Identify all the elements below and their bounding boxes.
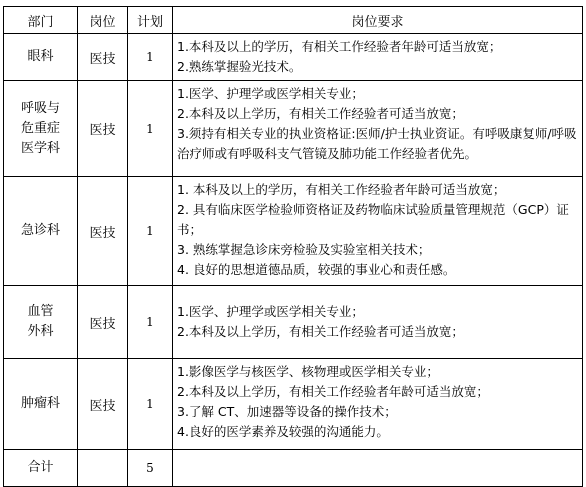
position-cell: 医技: [78, 81, 128, 177]
department-cell: [4, 81, 78, 177]
position-cell: 医技: [78, 359, 128, 450]
department-name: 医学科: [20, 140, 60, 156]
plan-cell: 1: [128, 359, 173, 450]
position-cell: 医技: [78, 34, 128, 81]
requirement-item: 1.医学、护理学或医学相关专业；: [177, 304, 364, 319]
requirement-item: 2.本科及以上学历，有相关工作经验者可适当放宽；: [177, 106, 464, 121]
department-cell: [4, 177, 78, 286]
department-cell: [4, 34, 78, 81]
header-department: 部门: [4, 7, 78, 34]
plan-cell: 1: [128, 81, 173, 177]
requirement-item: 1. 本科及以上的学历，有相关工作经验者年龄可适当放宽；: [177, 182, 506, 197]
header-plan: 计划: [128, 7, 173, 34]
requirement-item: 4.良好的医学素养及较强的沟通能力。: [177, 424, 389, 439]
requirement-item: 2. 具有临床医学检验师资格证及药物临床试验质量管理规范（GCP）证书；: [177, 202, 569, 237]
department-name: 肿瘤科: [20, 396, 60, 411]
position-cell: 医技: [78, 177, 128, 286]
plan-cell: 1: [128, 34, 173, 81]
table-row: [4, 81, 583, 177]
table-row: [4, 359, 583, 450]
total-row: [4, 450, 583, 487]
total-label: 合计: [4, 450, 78, 487]
table-row: [4, 286, 583, 359]
requirements-cell: [173, 359, 583, 450]
plan-cell: 1: [128, 286, 173, 359]
requirement-item: 2.本科及以上学历，有相关工作经验者可适当放宽；: [177, 324, 464, 339]
requirement-item: 1.影像医学与核医学、核物理或医学相关专业；: [177, 364, 439, 379]
header-requirements: 岗位要求: [173, 7, 583, 34]
requirement-item: 1.医学、护理学或医学相关专业；: [177, 86, 364, 101]
department-name: 眼科: [27, 49, 54, 64]
table-row: [4, 177, 583, 286]
department-name: 急诊科: [20, 223, 60, 238]
department-name: 危重症: [20, 120, 60, 136]
department-cell: [4, 359, 78, 450]
requirement-item: 4. 良好的思想道德品质，较强的事业心和责任感。: [177, 262, 456, 277]
position-cell: 医技: [78, 286, 128, 359]
requirement-item: 1.本科及以上的学历，有相关工作经验者年龄可适当放宽；: [177, 39, 502, 54]
requirement-item: 3.须持有相关专业的执业资格证:医师/护士执业资证。有呼吸康复师/呼吸治疗师或有呼吸科支气管镜及肺功能工作经验者优先。: [177, 126, 577, 161]
requirement-item: 3.了解 CT、加速器等设备的操作技术；: [177, 404, 397, 419]
requirements-cell: [173, 81, 583, 177]
requirement-item: 2.本科及以上学历，有相关工作经验者年龄可适当放宽；: [177, 384, 489, 399]
department-name: 血管: [27, 304, 54, 319]
requirement-item: 3. 熟练掌握急诊床旁检验及实验室相关技术；: [177, 242, 431, 257]
recruitment-table: [3, 6, 583, 487]
requirements-cell: [173, 34, 583, 81]
header-position: 岗位: [78, 7, 128, 34]
department-cell: [4, 286, 78, 359]
total-position-empty: [78, 450, 128, 487]
plan-cell: 1: [128, 177, 173, 286]
table-row: [4, 34, 583, 81]
requirements-cell: [173, 177, 583, 286]
department-name: 呼吸与: [20, 100, 60, 116]
requirements-cell: [173, 286, 583, 359]
total-plan: 5: [128, 450, 173, 487]
header-row: [4, 7, 583, 34]
total-requirements-empty: [173, 450, 583, 487]
requirement-item: 2.熟练掌握验光技术。: [177, 59, 302, 74]
department-name: 外科: [27, 324, 54, 339]
